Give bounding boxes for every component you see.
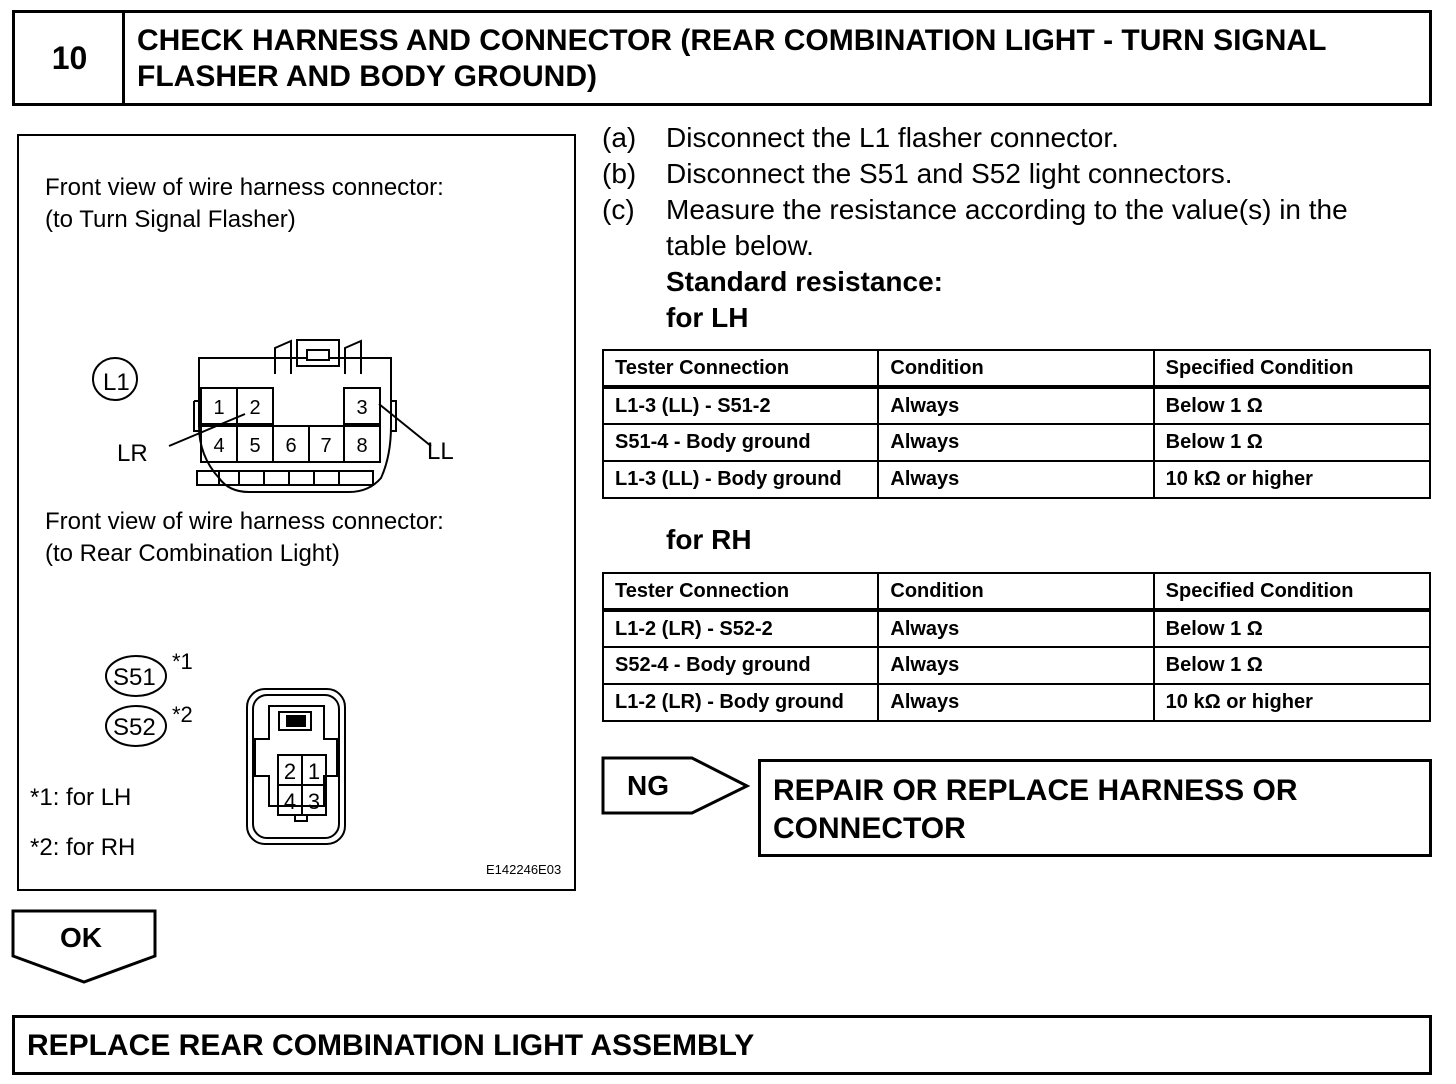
figure-id: E142246E03: [486, 862, 562, 877]
l1-pin: 3: [356, 397, 368, 419]
instruction-text: Measure the resistance according to the value(s) in the: [666, 194, 1348, 225]
table-header-cell: Specified Condition: [1154, 573, 1430, 610]
table-cell: Always: [878, 461, 1153, 498]
s-pin: 4: [283, 789, 297, 814]
step-number: 10: [12, 10, 124, 106]
wire-label-lr: LR: [117, 440, 148, 467]
rh-heading: for RH: [666, 524, 752, 555]
caption-rear-line2: (to Rear Combination Light): [45, 540, 340, 567]
step-title: [122, 10, 1432, 106]
table-row: [603, 387, 1430, 424]
table-cell: S52-4 - Body ground: [603, 647, 878, 684]
step-title-line2: FLASHER AND BODY GROUND): [137, 60, 598, 93]
table-cell: Below 1 Ω: [1154, 424, 1430, 461]
table-cell: L1-2 (LR) - Body ground: [603, 684, 878, 721]
table-cell: 10 kΩ or higher: [1154, 461, 1430, 498]
caption-rear-light: [45, 506, 444, 570]
connector-figure: [17, 134, 576, 891]
lr-leader: [169, 414, 245, 446]
table-header-cell: Condition: [878, 573, 1153, 610]
table-header-cell: Condition: [878, 350, 1153, 387]
s-pin: 1: [307, 759, 321, 784]
table-cell: Always: [878, 647, 1153, 684]
table-row: [603, 461, 1430, 498]
l1-label: L1: [103, 369, 130, 396]
table-header-row: [603, 573, 1430, 610]
table-header-cell: Specified Condition: [1154, 350, 1430, 387]
s-pin: 3: [307, 789, 321, 814]
ng-action-line2: CONNECTOR: [773, 812, 966, 845]
table-cell: Below 1 Ω: [1154, 387, 1430, 424]
footnote-lh: *1: for LH: [30, 784, 132, 811]
standard-resistance-heading: Standard resistance:: [666, 266, 943, 297]
table-cell: Always: [878, 424, 1153, 461]
ok-label: OK: [60, 922, 102, 953]
table-cell: L1-3 (LL) - Body ground: [603, 461, 878, 498]
l1-pin: 8: [356, 435, 368, 457]
table-cell: Always: [878, 684, 1153, 721]
instruction-text: table below.: [666, 230, 814, 261]
instruction-label: (b): [602, 158, 637, 189]
lh-resistance-table: [602, 349, 1431, 499]
step-title-line1: CHECK HARNESS AND CONNECTOR (REAR COMBINATION LIGHT - TURN SIGNAL: [137, 24, 1327, 57]
s52-note: *2: [172, 702, 193, 727]
instruction-label: (a): [602, 122, 637, 153]
instructions: [602, 120, 1432, 350]
l1-pin: 7: [320, 435, 332, 457]
ok-action-box: [12, 1015, 1432, 1075]
lh-heading: for LH: [666, 302, 749, 333]
ng-action-line1: REPAIR OR REPLACE HARNESS OR: [773, 774, 1298, 807]
ng-label: NG: [627, 770, 669, 801]
table-header-cell: Tester Connection: [603, 350, 878, 387]
ll-leader: [379, 404, 431, 446]
s52-label: S52: [113, 714, 156, 741]
caption-flasher-line2: (to Turn Signal Flasher): [45, 206, 296, 233]
l1-connector-icon: [93, 340, 431, 492]
rh-resistance-table: [602, 572, 1431, 722]
instruction-label: (c): [602, 194, 635, 225]
l1-pin: 4: [213, 435, 225, 457]
table-row: [603, 647, 1430, 684]
table-row: [603, 610, 1430, 647]
caption-rear-line1: Front view of wire harness connector:: [45, 508, 444, 535]
table-row: [603, 424, 1430, 461]
l1-pin: 5: [249, 435, 261, 457]
table-cell: L1-2 (LR) - S52-2: [603, 610, 878, 647]
ng-action-box: [758, 759, 1432, 857]
table-row: [603, 684, 1430, 721]
l1-pin: 6: [285, 435, 297, 457]
l1-pin: 2: [249, 397, 261, 419]
wire-label-ll: LL: [427, 438, 454, 465]
table-cell: 10 kΩ or higher: [1154, 684, 1430, 721]
ok-action-text: REPLACE REAR COMBINATION LIGHT ASSEMBLY: [27, 1029, 755, 1062]
table-cell: Always: [878, 387, 1153, 424]
footnote-rh: *2: for RH: [30, 834, 136, 861]
l1-pin: 1: [213, 397, 225, 419]
instruction-text: Disconnect the L1 flasher connector.: [666, 122, 1119, 153]
ng-arrow-icon: [600, 755, 752, 817]
instruction-text: Disconnect the S51 and S52 light connectors.: [666, 158, 1233, 189]
table-cell: Always: [878, 610, 1153, 647]
table-cell: Below 1 Ω: [1154, 610, 1430, 647]
table-header-cell: Tester Connection: [603, 573, 878, 610]
table-cell: S51-4 - Body ground: [603, 424, 878, 461]
table-cell: Below 1 Ω: [1154, 647, 1430, 684]
s-pin: 2: [283, 759, 297, 784]
caption-flasher: [45, 172, 444, 236]
s51-label: S51: [113, 664, 156, 691]
table-cell: L1-3 (LL) - S51-2: [603, 387, 878, 424]
caption-flasher-line1: Front view of wire harness connector:: [45, 174, 444, 201]
s51-note: *1: [172, 649, 193, 674]
table-header-row: [603, 350, 1430, 387]
